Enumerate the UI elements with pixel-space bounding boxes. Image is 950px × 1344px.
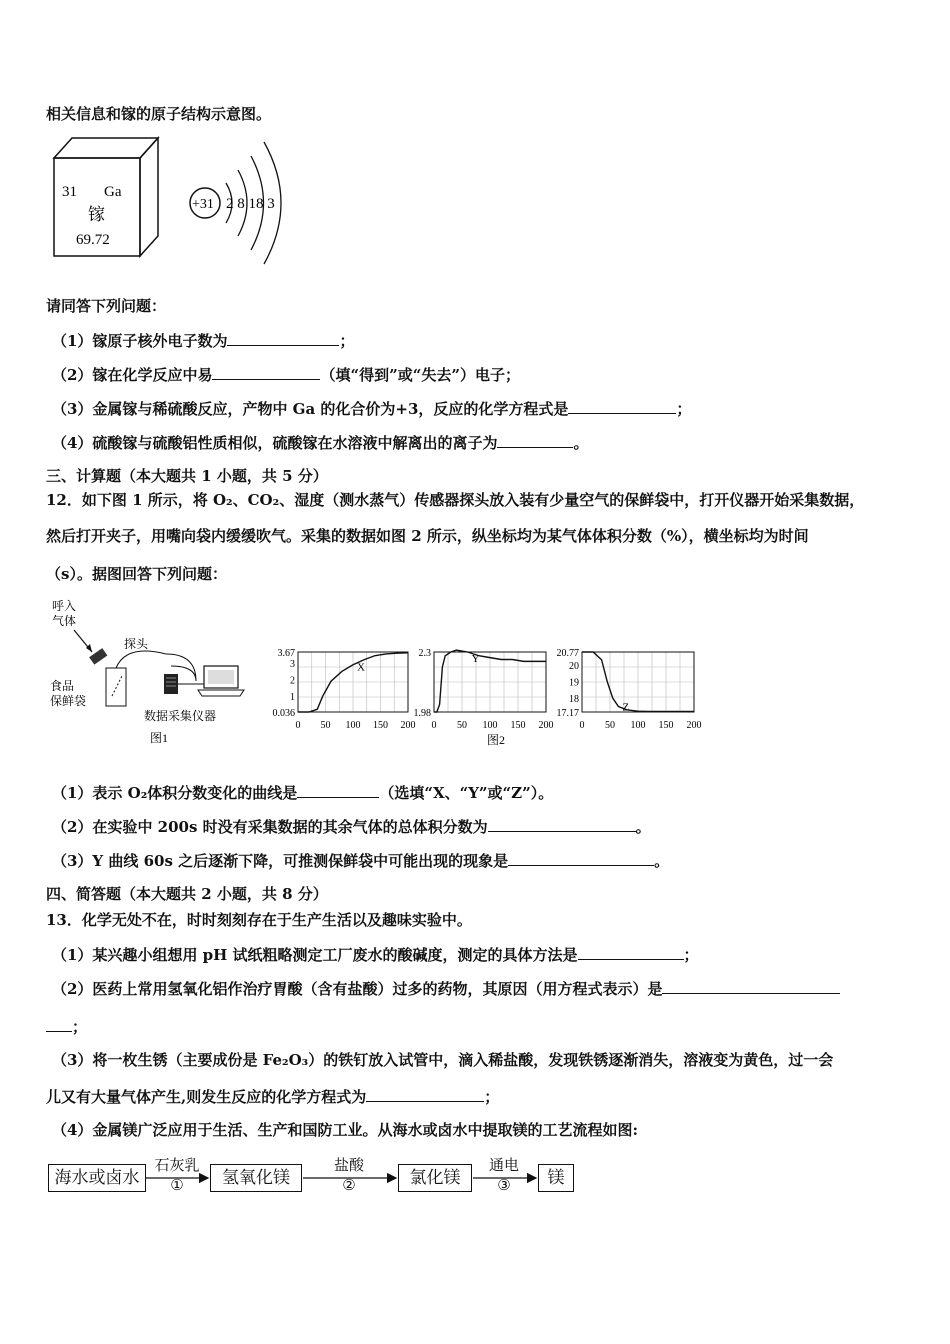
y-tick-label: 1 <box>290 692 295 704</box>
x-tick-label: 100 <box>482 720 498 731</box>
q13-intro: 13．化学无处不在，时时刻刻存在于生产生活以及趣味实验中。 <box>46 911 472 929</box>
q13-item-4: （4）金属镁广泛应用于生活、生产和国防工业。从海水或卤水中提取镁的工艺流程如图: <box>52 1121 638 1139</box>
label-probe: 探头 <box>124 637 149 651</box>
q13-item-2-cont <box>46 1016 87 1037</box>
answer-blank[interactable] <box>508 850 654 866</box>
x-tick-label: 50 <box>457 720 467 731</box>
q13-item-1 <box>52 944 699 965</box>
label-breath-1: 呼入 <box>52 599 77 613</box>
flow-arrow-3-top: 通电 <box>488 1156 519 1174</box>
element-symbol: Ga <box>104 184 122 200</box>
flow-box-mg-hydroxide: 氢氧化镁 <box>210 1164 302 1192</box>
nucleus-charge: +31 <box>192 197 214 212</box>
y-tick-label: 0.036 <box>272 708 295 719</box>
answer-blank[interactable] <box>227 330 339 346</box>
answer-blank[interactable] <box>212 364 320 380</box>
y-tick-label: 2 <box>290 675 295 687</box>
q13-item-3-line-1: （3）将一枚生锈（主要成份是 Fe₂O₃）的铁钉放入试管中，滴入稀盐酸，发现铁锈逐渐消失，溶液变为黄色，过一会 <box>52 1051 834 1069</box>
label-breath-2: 气体 <box>52 614 77 628</box>
flow-box-seawater: 海水或卤水 <box>48 1164 146 1192</box>
flow-box-magnesium: 镁 <box>538 1164 574 1192</box>
label-bag-1: 食品 <box>50 679 75 693</box>
x-tick-label: 50 <box>605 720 615 731</box>
y-tick-label: 20.77 <box>556 648 579 659</box>
electron-shells: 2 8 18 3 <box>226 196 275 212</box>
y-tick-label: 2.3 <box>418 648 431 659</box>
q13-item-3-line-2 <box>46 1086 499 1107</box>
q11-prompt: 请同答下列问题： <box>46 297 167 315</box>
atom-structure <box>190 142 281 264</box>
gallium-diagram <box>48 128 298 268</box>
q12-item-3 <box>52 850 669 871</box>
x-tick-label: 0 <box>431 720 437 731</box>
x-tick-label: 200 <box>686 720 702 731</box>
q13-item-2-text: （2）医药上常用氢氧化铝作治疗胃酸（含有盐酸）过多的药物，其原因（用方程式表示）是 <box>52 980 663 998</box>
y-tick-label: 3.67 <box>277 648 295 659</box>
q12-item-2-text: （2）在实验中 200s 时没有采集数据的其余气体的总体积分数为 <box>52 818 488 836</box>
q11-item-1 <box>52 330 354 351</box>
element-name: 镓 <box>88 205 105 224</box>
flow-arrow-3-bottom: ③ <box>497 1176 511 1194</box>
atomic-number: 31 <box>62 184 77 200</box>
y-tick-label: 19 <box>569 677 579 689</box>
q13-item-2-end: ； <box>72 1018 88 1036</box>
q12-line-3: （s）。据图回答下列问题： <box>46 565 227 583</box>
q11-item-4-text: （4）硫酸镓与硫酸铝性质相似，硫酸镓在水溶液中解离出的离子为 <box>52 434 498 452</box>
x-tick-label: 100 <box>630 720 646 731</box>
flow-arrow-1-bottom: ① <box>170 1176 184 1194</box>
y-tick-label: 1.98 <box>413 708 431 719</box>
answer-blank[interactable] <box>46 1016 72 1032</box>
figure-2-caption: 图2 <box>486 733 506 747</box>
answer-blank[interactable] <box>578 944 684 960</box>
q11-item-2-text: （2）镓在化学反应中易 <box>52 366 213 384</box>
series-label: X <box>357 661 365 674</box>
y-tick-label: 18 <box>569 694 579 706</box>
q13-item-1-end: ； <box>683 946 699 964</box>
x-tick-label: 200 <box>538 720 554 731</box>
flow-arrow-2-bottom: ② <box>342 1176 356 1194</box>
q11-item-4 <box>52 432 588 453</box>
x-tick-label: 150 <box>510 720 526 731</box>
x-tick-label: 50 <box>320 720 331 731</box>
section-3-heading: 三、计算题（本大题共 1 小题，共 5 分） <box>46 467 328 485</box>
y-tick-label: 3 <box>290 659 295 671</box>
label-bag-2: 保鲜袋 <box>50 694 87 708</box>
chart-1 <box>273 648 416 731</box>
flow-box-mg-chloride: 氯化镁 <box>398 1164 472 1192</box>
answer-blank[interactable] <box>568 398 676 414</box>
q13-item-2 <box>52 978 840 999</box>
answer-blank[interactable] <box>662 978 840 994</box>
q11-item-2 <box>52 364 520 385</box>
q13-item-1-text: （1）某兴趣小组想用 pH 试纸粗略测定工厂废水的酸碱度，测定的具体方法是 <box>52 946 578 964</box>
element-card <box>54 138 158 256</box>
q11-item-1-text: （1）镓原子核外电子数为 <box>52 332 228 350</box>
figure-1-caption: 图1 <box>150 731 169 745</box>
y-tick-label: 20 <box>569 660 579 672</box>
q12-item-1-end: （选填“X、“Y”或“Z”）。 <box>379 784 554 802</box>
x-tick-label: 100 <box>345 720 361 731</box>
x-tick-label: 0 <box>579 720 585 731</box>
answer-blank[interactable] <box>488 816 636 832</box>
q12-item-1 <box>52 782 553 803</box>
flow-arrow-1-top: 石灰乳 <box>154 1156 200 1174</box>
q11-item-3-text: （3）金属镓与稀硫酸反应，产物中 Ga 的化合价为+3，反应的化学方程式是 <box>52 400 569 418</box>
q12-line-2: 然后打开夹子，用嘴向袋内缓缓吹气。采集的数据如图 2 所示，纵坐标均为某气体体积分数（%），横坐标均为时间 <box>46 527 809 545</box>
q13-item-3-end: ； <box>484 1088 500 1106</box>
q11-item-3 <box>52 398 691 419</box>
q12-line-1: 12．如下图 1 所示，将 O₂、CO₂、湿度（测水蒸气）传感器探头放入装有少量空气的保鲜袋中，打开仪器开始采集数据， <box>46 491 865 509</box>
series-label: Z <box>622 701 630 714</box>
q11-item-3-end: ； <box>676 400 692 418</box>
intro-text: 相关信息和镓的原子结构示意图。 <box>46 105 272 123</box>
x-tick-label: 0 <box>295 720 301 731</box>
q11-item-2-end: （填“得到”或“失去”）电子； <box>320 366 520 384</box>
y-tick-label: 17.17 <box>556 708 579 719</box>
q12-item-2-end: 。 <box>635 818 651 836</box>
answer-blank[interactable] <box>366 1086 484 1102</box>
q12-item-3-end: 。 <box>654 852 670 870</box>
x-tick-label: 200 <box>400 720 416 731</box>
figure-2-charts <box>262 640 712 750</box>
x-tick-label: 150 <box>658 720 674 731</box>
flow-arrow-2-top: 盐酸 <box>333 1156 364 1174</box>
chart-3 <box>557 648 702 731</box>
q11-item-1-end: ； <box>339 332 355 350</box>
atomic-mass: 69.72 <box>76 232 110 248</box>
series-label: Y <box>471 653 480 665</box>
figure-1-apparatus <box>46 596 268 748</box>
q12-item-2 <box>52 816 651 837</box>
section-4-heading: 四、简答题（本大题共 2 小题，共 8 分） <box>46 885 328 903</box>
answer-blank[interactable] <box>497 432 573 448</box>
chart-2 <box>414 648 554 731</box>
q12-item-1-text: （1）表示 O₂体积分数变化的曲线是 <box>52 784 298 802</box>
x-tick-label: 150 <box>373 720 388 731</box>
label-device: 数据采集仪器 <box>144 709 217 723</box>
q11-item-4-end: 。 <box>573 434 589 452</box>
answer-blank[interactable] <box>297 782 379 798</box>
q13-item-3-text: 儿又有大量气体产生,则发生反应的化学方程式为 <box>46 1088 367 1106</box>
q12-item-3-text: （3）Y 曲线 60s 之后逐渐下降，可推测保鲜袋中可能出现的现象是 <box>52 852 509 870</box>
